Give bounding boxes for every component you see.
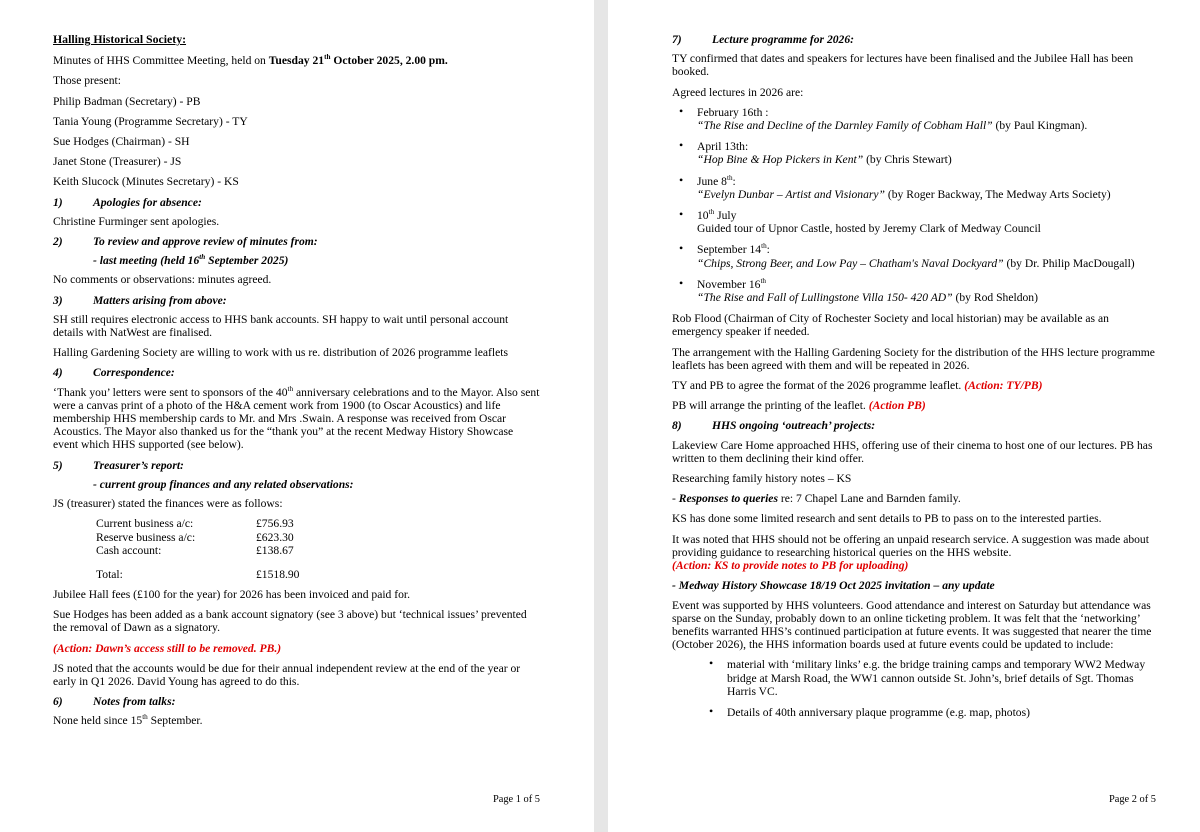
finance-amount-reserve: £623.30 xyxy=(256,530,294,544)
section-2-sub-prefix: - last meeting (held 16 xyxy=(93,254,200,268)
attendee-sue-hodges: Sue Hodges (Chairman) - SH xyxy=(53,135,190,149)
meeting-date-rest: October 2025, 2.00 pm. xyxy=(330,54,448,68)
lecture-date-tail: : xyxy=(732,174,736,188)
section-8-paragraph-1: Lakeview Care Home approached HHS, offering use of their cinema to host one of our lectures. PB has written to them declining their kind offer. xyxy=(672,438,1153,465)
lecture-date-tail: : xyxy=(766,243,770,257)
section-4-number: 4) xyxy=(53,366,63,380)
table-row xyxy=(53,517,376,530)
section-7-paragraph-1: TY confirmed that dates and speakers for lectures have been finalised and the Jubilee Hall has been booked. xyxy=(672,52,1134,79)
lecture-date-text: February 16th : xyxy=(697,105,769,119)
lecture-detail xyxy=(697,119,1156,132)
section-1-title: Apologies for absence: xyxy=(93,195,202,209)
lecture-date-text: 10 xyxy=(697,209,709,223)
section-7-printing-text: PB will arrange the printing of the leaflet. xyxy=(672,399,869,413)
section-5-paragraph-3: JS noted that the accounts would be due for their annual independent review at the end of the year or early in Q1 2026. David Young has agreed to do this. xyxy=(53,661,521,688)
lecture-title: “Hop Bine & Hop Pickers in Kent” xyxy=(697,153,864,167)
lecture-date-tail: July xyxy=(714,209,737,223)
lecture-date-ordinal: th xyxy=(708,208,715,217)
section-4-heading xyxy=(53,366,540,379)
lecture-speaker: (by Roger Backway, The Medway Arts Society) xyxy=(884,187,1111,201)
meeting-date-day: Tuesday 21 xyxy=(268,54,325,68)
section-7-paragraph-3: Rob Flood (Chairman of City of Rochester Society and local historian) may be available as an emergency speaker if needed. xyxy=(672,312,1109,339)
section-6-heading xyxy=(53,695,540,708)
section-3-heading xyxy=(53,294,540,307)
page-title: Halling Historical Society: xyxy=(53,32,187,46)
lecture-title: “Evelyn Dunbar – Artist and Visionary” xyxy=(697,187,885,201)
section-5-paragraph-1: Jubilee Hall fees (£100 for the year) for 2026 has been invoiced and paid for. xyxy=(53,587,411,601)
section-8-responses-text: re: 7 Chapel Lane and Barnden family. xyxy=(777,492,961,506)
lecture-speaker: (by Rod Sheldon) xyxy=(952,291,1038,305)
table-row-total xyxy=(53,558,376,581)
meeting-date-ordinal: th xyxy=(324,53,331,62)
section-3-number: 3) xyxy=(53,293,63,307)
section-8-paragraph-4: KS has done some limited research and sent details to PB to pass on to the interested parties. xyxy=(672,512,1102,526)
section-3-paragraph-2: Halling Gardening Society are willing to work with us re. distribution of 2026 programme leaflets xyxy=(53,346,508,360)
attendee-philip-badman: Philip Badman (Secretary) - PB xyxy=(53,94,201,108)
table-row xyxy=(53,544,376,557)
section-4-paragraph xyxy=(53,386,540,452)
section-8-title: HHS ongoing ‘outreach’ projects: xyxy=(712,419,876,433)
section-1-number: 1) xyxy=(53,195,63,209)
section-5-heading xyxy=(53,459,540,472)
section-8-dash: - xyxy=(672,492,679,506)
list-item-lecture-september xyxy=(672,243,1156,269)
lecture-title: “The Rise and Decline of the Darnley Family of Cobham Hall” xyxy=(697,119,993,133)
lecture-date-text: November 16 xyxy=(697,277,761,291)
lecture-date xyxy=(697,243,770,256)
section-3-title: Matters arising from above: xyxy=(93,293,227,307)
lecture-title: “Chips, Strong Beer, and Low Pay – Chatham's Naval Dockyard” xyxy=(697,256,1004,270)
section-7-paragraph-6 xyxy=(672,399,1156,412)
list-item-anniversary-plaque: • Details of 40th anniversary plaque programme (e.g. map, photos) xyxy=(672,706,1156,719)
section-8-paragraph-3 xyxy=(672,492,1156,505)
lecture-date-ordinal: th xyxy=(761,242,767,251)
lecture-detail xyxy=(697,153,1156,166)
finance-label-cash: Cash account: xyxy=(96,544,162,558)
finance-label-current: Current business a/c: xyxy=(96,517,194,531)
lecture-detail xyxy=(697,291,1156,304)
lecture-speaker: (by Paul Kingman). xyxy=(992,119,1088,133)
list-item-lecture-june xyxy=(672,175,1156,201)
section-5-action: (Action: Dawn’s access still to be removed. PB.) xyxy=(53,641,282,655)
section-7-number: 7) xyxy=(672,33,682,46)
finance-label-reserve: Reserve business a/c: xyxy=(96,530,196,544)
section-6-body xyxy=(53,714,540,727)
lecture-date-text: September 14 xyxy=(697,243,762,257)
section-7-paragraph-4: The arrangement with the Halling Gardening Society for the distribution of the HHS lecture programme leaflets has been agreed with them and will be repeated in 2026. xyxy=(672,345,1155,372)
lecture-speaker: Guided tour of Upnor Castle, hosted by Jeremy Clark of Medway Council xyxy=(697,222,1041,236)
section-2-heading xyxy=(53,235,540,248)
list-item-lecture-february xyxy=(672,106,1156,132)
section-5-number: 5) xyxy=(53,458,63,472)
attendee-tania-young: Tania Young (Programme Secretary) - TY xyxy=(53,114,248,128)
showcase-heading: - Medway History Showcase 18/19 Oct 2025 invitation – any update xyxy=(672,579,995,593)
section-4-text-b: anniversary celebrations and to the Mayor. Also sent were a canvas print of a photo of the H&A cement work from 1900 (to Oscar Acoustics) and life membership HHS membership cards to Mr. and Mrs .Swain. A response was received from Oscar Acoustics. The Mayor also thanked us for the “thank you” at the recent Medway History Showcase event which HHS supported (see below). xyxy=(53,385,540,452)
section-5-paragraph-2: Sue Hodges has been added as a bank account signatory (see 3 above) but ‘technical issues’ prevented the removal of Dawn as a signatory. xyxy=(53,608,527,635)
page-gutter xyxy=(594,0,608,832)
finance-amount-cash: £138.67 xyxy=(256,544,294,558)
lecture-date xyxy=(697,209,736,222)
lecture-speaker: (by Chris Stewart) xyxy=(863,153,952,167)
section-2-sub-ordinal: th xyxy=(199,253,206,262)
lecture-date xyxy=(697,278,766,291)
lecture-date-ordinal: th xyxy=(726,173,733,182)
lecture-detail xyxy=(697,222,1156,235)
those-present-label: Those present: xyxy=(53,74,121,88)
lecture-date xyxy=(697,140,748,153)
meeting-date-prefix: Minutes of HHS Committee Meeting, held on xyxy=(53,54,269,68)
section-8-paragraph-5: It was noted that HHS should not be offering an unpaid research service. A suggestion was made about providing guidance to researching historical queries on the HHS website. xyxy=(672,532,1149,559)
finance-amount-total: £1518.90 xyxy=(256,567,300,581)
lecture-title: “The Rise and Fall of Lullingstone Villa 150- 420 AD” xyxy=(697,291,953,305)
section-5-subheading: - current group finances and any related observations: xyxy=(93,477,354,491)
meeting-date-line xyxy=(53,54,540,67)
attendee-keith-slucock: Keith Slucock (Minutes Secretary) - KS xyxy=(53,175,239,189)
section-2-title: To review and approve review of minutes from: xyxy=(93,235,318,249)
section-4-ordinal: th xyxy=(287,384,294,393)
section-2-body: No comments or observations: minutes agreed. xyxy=(53,273,272,287)
section-5-intro: JS (treasurer) stated the finances were as follows: xyxy=(53,497,283,511)
lecture-detail xyxy=(697,188,1156,201)
list-item-lecture-november xyxy=(672,278,1156,304)
section-2-sub-suffix: September 2025) xyxy=(205,254,289,268)
section-7-heading xyxy=(672,33,1156,46)
section-6-number: 6) xyxy=(53,695,63,709)
finance-table xyxy=(53,517,376,581)
finance-label-total: Total: xyxy=(96,567,123,581)
lecture-date-text: April 13th: xyxy=(697,140,749,154)
section-7-action-pb: (Action PB) xyxy=(868,399,926,413)
section-1-heading xyxy=(53,196,540,209)
showcase-bullet-list xyxy=(672,658,1156,719)
section-8-paragraph-6: Event was supported by HHS volunteers. Good attendance and interest on Saturday but attendance was sparse on the Sunday, probably down to an online ticketing problem. It was felt that the ‘networking’ benefits warranted HHS’s continued participation at future events. It was suggested that nearer the time (October 2026), the HHS information boards used at future events could be updated to include: xyxy=(672,598,1152,652)
section-8-responses-label: Responses to queries xyxy=(678,492,778,506)
section-6-ordinal: th xyxy=(142,713,148,722)
section-8-heading xyxy=(672,419,1156,432)
lecture-date-text: June 8 xyxy=(697,174,727,188)
table-row xyxy=(53,531,376,544)
finance-amount-current: £756.93 xyxy=(256,517,294,531)
section-8-paragraph-2: Researching family history notes – KS xyxy=(672,472,852,486)
section-6-title: Notes from talks: xyxy=(93,695,176,709)
section-4-title: Correspondence: xyxy=(93,366,175,380)
list-item-military-links: • material with ‘military links’ e.g. the bridge training camps and temporary WW2 Medway bridge at Marsh Road, the WW1 cannon outside St. John’s, brief details of Sgt. Thomas Harris VC. xyxy=(672,658,1156,698)
page-2 xyxy=(608,0,1200,832)
section-4-text-a: ‘Thank you’ letters were sent to sponsors of the 40 xyxy=(53,385,288,399)
section-2-number: 2) xyxy=(53,235,63,249)
section-8-action: (Action: KS to provide notes to PB for uploading) xyxy=(672,559,909,573)
section-3-paragraph-1: SH still requires electronic access to HHS bank accounts. SH happy to wait until personal account details with NatWest are finalised. xyxy=(53,312,509,340)
footer-page-2: Page 2 of 5 xyxy=(1108,794,1156,805)
list-item-lecture-july xyxy=(672,209,1156,235)
section-6-text-a: None held since 15 xyxy=(53,714,143,728)
lecture-list xyxy=(672,106,1156,304)
section-5-title: Treasurer’s report: xyxy=(93,458,184,472)
section-7-leaflet-text: TY and PB to agree the format of the 2026 programme leaflet. xyxy=(672,379,965,393)
footer-page-1: Page 1 of 5 xyxy=(492,794,540,805)
lecture-date xyxy=(697,175,736,188)
section-2-subheading xyxy=(93,254,540,267)
section-8-number: 8) xyxy=(672,419,682,433)
section-6-text-b: September. xyxy=(147,714,203,728)
lecture-date xyxy=(697,106,768,119)
section-1-body: Christine Furminger sent apologies. xyxy=(53,214,220,228)
lecture-detail xyxy=(697,257,1156,270)
section-7-paragraph-5 xyxy=(672,379,1156,392)
page-1 xyxy=(0,0,594,832)
lecture-date-ordinal: th xyxy=(760,276,767,285)
list-item-lecture-april xyxy=(672,140,1156,166)
attendee-janet-stone: Janet Stone (Treasurer) - JS xyxy=(53,155,182,169)
section-7-title: Lecture programme for 2026: xyxy=(712,33,855,46)
section-7-paragraph-2: Agreed lectures in 2026 are: xyxy=(672,85,804,99)
section-7-action-ty-pb: (Action: TY/PB) xyxy=(964,379,1043,393)
lecture-speaker: (by Dr. Philip MacDougall) xyxy=(1003,256,1135,270)
